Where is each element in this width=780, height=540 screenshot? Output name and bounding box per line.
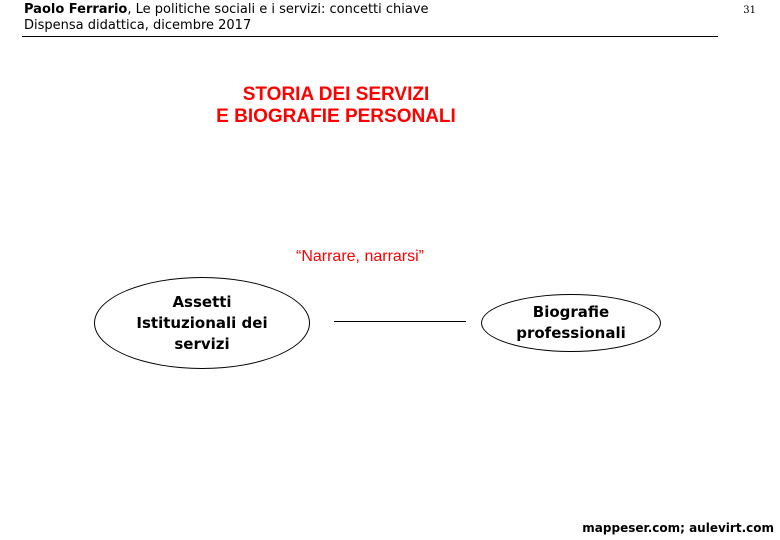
slide-quote: “Narrare, narrarsi” xyxy=(295,248,424,265)
page-header xyxy=(24,2,718,34)
node-biografie-professionali xyxy=(481,294,661,352)
header-book-title: , Le politiche sociali e i servizi: concetti chiave xyxy=(127,2,429,17)
footer-sites: mappeser.com; aulevirt.com xyxy=(582,521,774,535)
header-rule xyxy=(22,36,718,37)
node-assetti-label: Assetti Istituzionali dei servizi xyxy=(136,292,268,353)
node-assetti-istituzionali xyxy=(94,277,310,369)
header-line-1 xyxy=(24,2,718,18)
node-biografie-label: Biografie professionali xyxy=(516,303,626,342)
page-number: 31 xyxy=(743,5,756,16)
slide-title-line-1: STORIA DEI SERVIZI xyxy=(242,84,430,105)
slide-title-line-2: E BIOGRAFIE PERSONALI xyxy=(216,106,456,127)
header-subtitle: Dispensa didattica, dicembre 2017 xyxy=(24,18,252,33)
header-author: Paolo Ferrario xyxy=(24,2,128,17)
slide-title xyxy=(0,84,672,128)
connector-line xyxy=(334,321,466,322)
